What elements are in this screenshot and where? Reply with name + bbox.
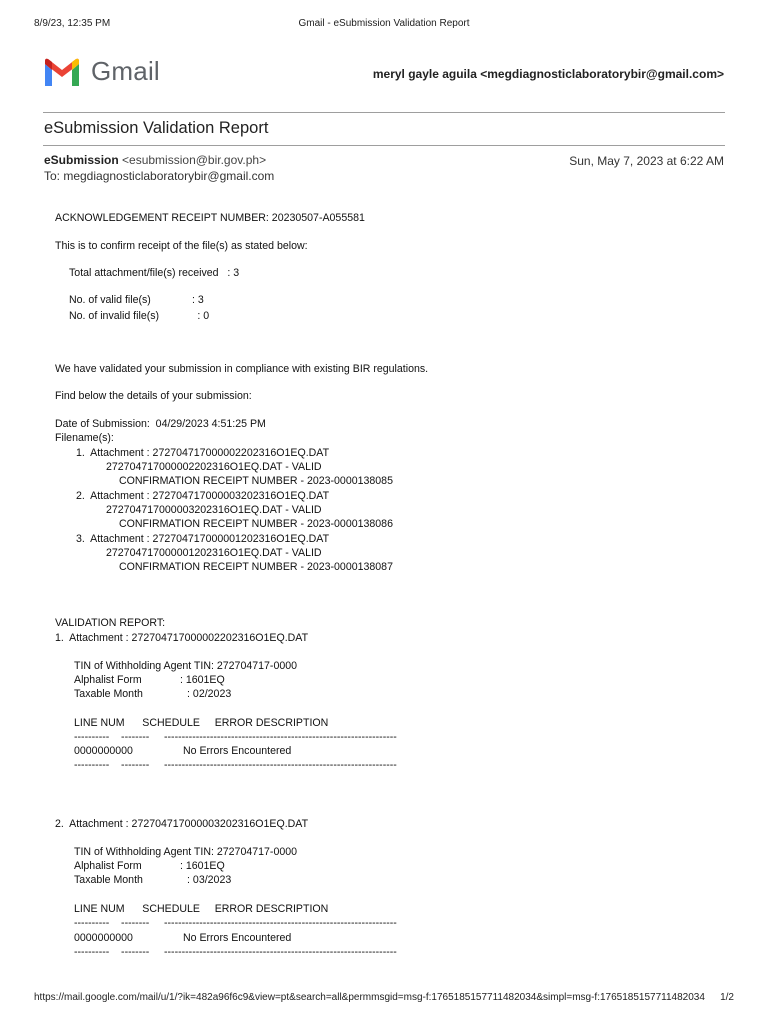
report-table-rule: ---------- -------- ------------------------------------------------------------------ bbox=[74, 759, 397, 771]
print-title: Gmail - eSubmission Validation Report bbox=[298, 18, 470, 29]
report-attachment: 2. Attachment : 272704717000003202316O1EQ.DAT bbox=[55, 818, 309, 830]
report-month: Taxable Month : 03/2023 bbox=[74, 874, 232, 886]
report-month: Taxable Month : 02/2023 bbox=[74, 688, 232, 700]
report-table-rule: ---------- -------- ------------------------------------------------------------------ bbox=[74, 946, 397, 958]
file-status: 272704717000002202316O1EQ.DAT - VALID bbox=[106, 461, 322, 473]
report-table-rule: ---------- -------- ------------------------------------------------------------------ bbox=[74, 917, 397, 929]
ack-number: ACKNOWLEDGEMENT RECEIPT NUMBER: 20230507-A055581 bbox=[55, 212, 365, 224]
message-sender bbox=[44, 153, 266, 167]
print-datetime: 8/9/23, 12:35 PM bbox=[34, 18, 111, 29]
print-footer bbox=[34, 992, 734, 1006]
file-receipt: CONFIRMATION RECEIPT NUMBER - 2023-0000138086 bbox=[119, 518, 393, 530]
confirm-text: This is to confirm receipt of the file(s) as stated below: bbox=[55, 240, 308, 252]
message-recipient: To: megdiagnosticlaboratorybir@gmail.com bbox=[44, 169, 275, 183]
report-tin: TIN of Withholding Agent TIN: 272704717-0000 bbox=[74, 846, 298, 858]
sender-address: <esubmission@bir.gov.ph> bbox=[122, 153, 267, 167]
file-attachment: 1. Attachment : 272704717000002202316O1EQ.DAT bbox=[76, 447, 330, 459]
file-status: 272704717000001202316O1EQ.DAT - VALID bbox=[106, 547, 322, 559]
subject-divider bbox=[43, 145, 725, 146]
filenames-label: Filename(s): bbox=[55, 432, 114, 444]
validation-report-title: VALIDATION REPORT: bbox=[55, 617, 166, 629]
report-form: Alphalist Form : 1601EQ bbox=[74, 674, 225, 686]
report-table-header: LINE NUM SCHEDULE ERROR DESCRIPTION bbox=[74, 717, 329, 729]
find-text: Find below the details of your submission: bbox=[55, 390, 252, 402]
file-attachment: 2. Attachment : 272704717000003202316O1EQ.DAT bbox=[76, 490, 330, 502]
invalid-files: No. of invalid file(s) : 0 bbox=[69, 310, 210, 322]
message-date: Sun, May 7, 2023 at 6:22 AM bbox=[569, 154, 724, 168]
file-status: 272704717000003202316O1EQ.DAT - VALID bbox=[106, 504, 322, 516]
validated-text: We have validated your submission in compliance with existing BIR regulations. bbox=[55, 363, 429, 375]
file-receipt: CONFIRMATION RECEIPT NUMBER - 2023-0000138087 bbox=[119, 561, 393, 573]
account-identity: meryl gayle aguila <megdiagnosticlaboratorybir@gmail.com> bbox=[372, 67, 724, 81]
gmail-logo-icon bbox=[43, 58, 81, 88]
report-attachment: 1. Attachment : 272704717000002202316O1EQ.DAT bbox=[55, 632, 309, 644]
total-files: Total attachment/file(s) received : 3 bbox=[69, 267, 240, 279]
message-subject: eSubmission Validation Report bbox=[44, 119, 269, 137]
file-receipt: CONFIRMATION RECEIPT NUMBER - 2023-0000138085 bbox=[119, 475, 393, 487]
file-attachment: 3. Attachment : 272704717000001202316O1EQ.DAT bbox=[76, 533, 330, 545]
print-header bbox=[34, 18, 734, 32]
page-number: 1/2 bbox=[720, 992, 734, 1003]
header-divider bbox=[43, 112, 725, 113]
valid-files: No. of valid file(s) : 3 bbox=[69, 294, 204, 306]
report-table-rule: ---------- -------- ------------------------------------------------------------------ bbox=[74, 731, 397, 743]
report-table-row: 0000000000 No Errors Encountered bbox=[74, 932, 292, 944]
gmail-wordmark: Gmail bbox=[91, 56, 160, 86]
date-of-submission: Date of Submission: 04/29/2023 4:51:25 PM bbox=[55, 418, 266, 430]
report-form: Alphalist Form : 1601EQ bbox=[74, 860, 225, 872]
print-url: https://mail.google.com/mail/u/1/?ik=482a96f6c9&view=pt&search=all&permmsgid=msg-f:1765185157711482034&simpl=msg-f:1765185157711482034 bbox=[34, 992, 705, 1003]
report-table-row: 0000000000 No Errors Encountered bbox=[74, 745, 292, 757]
report-tin: TIN of Withholding Agent TIN: 272704717-0000 bbox=[74, 660, 298, 672]
sender-name: eSubmission bbox=[44, 153, 119, 167]
report-table-header: LINE NUM SCHEDULE ERROR DESCRIPTION bbox=[74, 903, 329, 915]
